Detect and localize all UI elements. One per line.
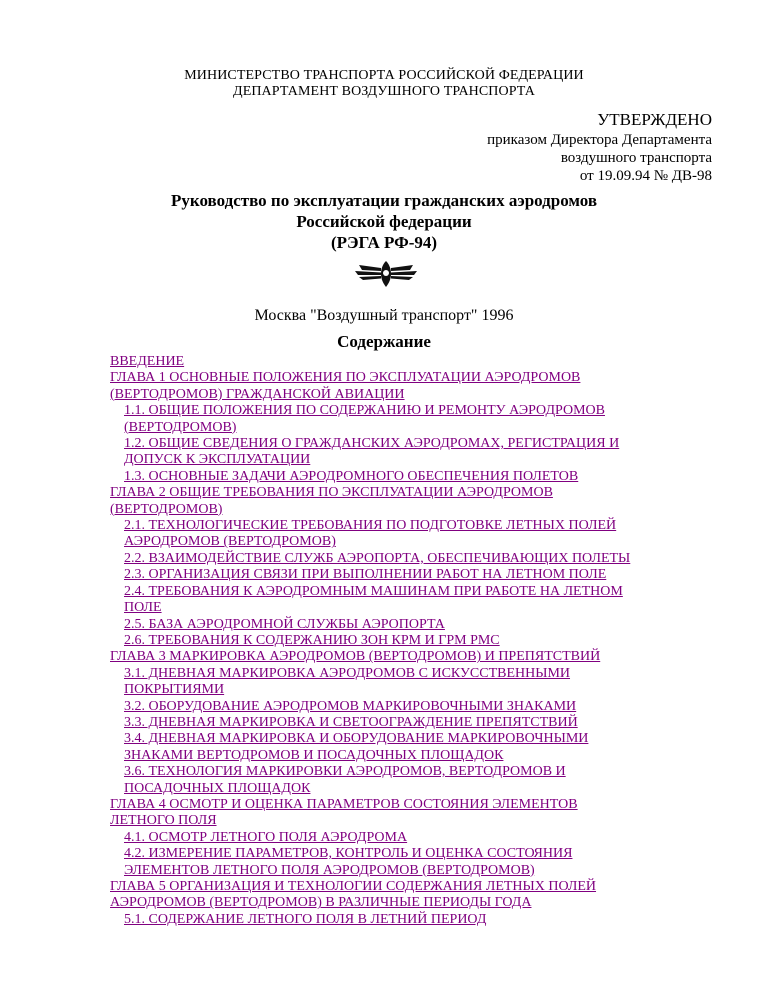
- toc-chapter-link[interactable]: ГЛАВА 1 ОСНОВНЫЕ ПОЛОЖЕНИЯ ПО ЭКСПЛУАТАЦИИ АЭРОДРОМОВ: [110, 370, 581, 386]
- title-line: (РЭГА РФ-94): [330, 233, 438, 252]
- toc-section-link[interactable]: 1.2. ОБЩИЕ СВЕДЕНИЯ О ГРАЖДАНСКИХ АЭРОДРОМАХ, РЕГИСТРАЦИЯ И: [124, 436, 620, 452]
- toc-section-link[interactable]: 2.4. ТРЕБОВАНИЯ К АЭРОДРОМНЫМ МАШИНАМ ПРИ РАБОТЕ НА ЛЕТНОМ: [124, 583, 623, 599]
- toc-section-link[interactable]: 5.1. СОДЕРЖАНИЕ ЛЕТНОГО ПОЛЯ В ЛЕТНИЙ ПЕРИОД: [124, 911, 487, 927]
- toc-section-link[interactable]: 1.3. ОСНОВНЫЕ ЗАДАЧИ АЭРОДРОМНОГО ОБЕСПЕЧЕНИЯ ПОЛЕТОВ: [124, 468, 579, 484]
- toc-section-link[interactable]: ЗНАКАМИ ВЕРТОДРОМОВ И ПОСАДОЧНЫХ ПЛОЩАДОК: [124, 747, 504, 763]
- toc-section-link[interactable]: 3.2. ОБОРУДОВАНИЕ АЭРОДРОМОВ МАРКИРОВОЧНЫМИ ЗНАКАМИ: [124, 698, 577, 714]
- toc-chapter-link[interactable]: ГЛАВА 5 ОРГАНИЗАЦИЯ И ТЕХНОЛОГИИ СОДЕРЖАНИЯ ЛЕТНЫХ ПОЛЕЙ: [110, 879, 597, 894]
- toc-section-link[interactable]: ПОСАДОЧНЫХ ПЛОЩАДОК: [124, 780, 311, 796]
- toc-heading: Содержание: [337, 332, 431, 351]
- toc-section-link[interactable]: 4.2. ИЗМЕРЕНИЕ ПАРАМЕТРОВ, КОНТРОЛЬ И ОЦЕНКА СОСТОЯНИЯ: [124, 846, 573, 862]
- toc-section-link[interactable]: 3.1. ДНЕВНАЯ МАРКИРОВКА АЭРОДРОМОВ С ИСКУССТВЕННЫМИ: [124, 665, 571, 681]
- toc-chapter-link[interactable]: ГЛАВА 2 ОБЩИЕ ТРЕБОВАНИЯ ПО ЭКСПЛУАТАЦИИ АЭРОДРОМОВ: [110, 485, 553, 501]
- toc-section-link[interactable]: ДОПУСК К ЭКСПЛУАТАЦИИ: [124, 452, 311, 468]
- toc-chapter-link[interactable]: ЛЕТНОГО ПОЛЯ: [110, 813, 217, 829]
- toc-section-link[interactable]: 2.6. ТРЕБОВАНИЯ К СОДЕРЖАНИЮ ЗОН КРМ И ГРМ РМС: [124, 632, 500, 648]
- toc-section-link[interactable]: 2.5. БАЗА АЭРОДРОМНОЙ СЛУЖБЫ АЭРОПОРТА: [124, 616, 445, 632]
- toc-section-link[interactable]: ПОЛЕ: [124, 600, 162, 616]
- approval-line: воздушного транспорта: [560, 150, 712, 166]
- approval-block: [487, 131, 712, 185]
- approval-title: УТВЕРЖДЕНО: [597, 110, 712, 129]
- document-title: [0, 190, 768, 253]
- approval-line: приказом Директора Департамента: [487, 132, 712, 148]
- toc-section-link[interactable]: 4.1. ОСМОТР ЛЕТНОГО ПОЛЯ АЭРОДРОМА: [124, 829, 408, 845]
- toc-chapter-link[interactable]: ГЛАВА 4 ОСМОТР И ОЦЕНКА ПАРАМЕТРОВ СОСТОЯНИЯ ЭЛЕМЕНТОВ: [110, 796, 578, 812]
- toc-section-link[interactable]: ЭЛЕМЕНТОВ ЛЕТНОГО ПОЛЯ АЭРОДРОМОВ (ВЕРТОДРОМОВ): [124, 862, 535, 878]
- toc-section-link[interactable]: 2.2. ВЗАИМОДЕЙСТВИЕ СЛУЖБ АЭРОПОРТА, ОБЕСПЕЧИВАЮЩИХ ПОЛЕТЫ: [124, 550, 631, 566]
- toc-chapter-link[interactable]: АЭРОДРОМОВ (ВЕРТОДРОМОВ) В РАЗЛИЧНЫЕ ПЕРИОДЫ ГОДА: [110, 895, 532, 911]
- department-name: ДЕПАРТАМЕНТ ВОЗДУШНОГО ТРАНСПОРТА: [233, 84, 535, 99]
- toc-section-link[interactable]: 3.6. ТЕХНОЛОГИЯ МАРКИРОВКИ АЭРОДРОМОВ, ВЕРТОДРОМОВ И: [124, 764, 566, 780]
- toc-section-link[interactable]: АЭРОДРОМОВ (ВЕРТОДРОМОВ): [124, 534, 336, 550]
- toc-section-link[interactable]: ПОКРЫТИЯМИ: [124, 682, 225, 698]
- toc-section-link[interactable]: 3.4. ДНЕВНАЯ МАРКИРОВКА И ОБОРУДОВАНИЕ МАРКИРОВОЧНЫМИ: [124, 731, 589, 747]
- toc-chapter-link[interactable]: (ВЕРТОДРОМОВ): [110, 501, 223, 517]
- toc-chapter-link[interactable]: (ВЕРТОДРОМОВ) ГРАЖДАНСКОЙ АВИАЦИИ: [110, 386, 405, 402]
- toc-section-link[interactable]: 2.3. ОРГАНИЗАЦИЯ СВЯЗИ ПРИ ВЫПОЛНЕНИИ РАБОТ НА ЛЕТНОМ ПОЛЕ: [124, 567, 607, 583]
- toc-section-link[interactable]: 2.1. ТЕХНОЛОГИЧЕСКИЕ ТРЕБОВАНИЯ ПО ПОДГОТОВКЕ ЛЕТНЫХ ПОЛЕЙ: [124, 518, 617, 534]
- title-line: Российской федерации: [296, 212, 472, 231]
- publisher-line: Москва "Воздушный транспорт" 1996: [254, 307, 514, 324]
- ministry-header: [0, 68, 768, 100]
- toc-section-link[interactable]: 3.3. ДНЕВНАЯ МАРКИРОВКА И СВЕТООГРАЖДЕНИЕ ПРЕПЯТСТВИЙ: [124, 714, 578, 730]
- toc-section-link[interactable]: (ВЕРТОДРОМОВ): [124, 419, 237, 435]
- approval-line: от 19.09.94 № ДВ-98: [579, 168, 712, 184]
- toc-section-link[interactable]: 1.1. ОБЩИЕ ПОЛОЖЕНИЯ ПО СОДЕРЖАНИЮ И РЕМОНТУ АЭРОДРОМОВ: [124, 403, 605, 419]
- table-of-contents: [110, 354, 710, 928]
- toc-chapter-link[interactable]: ГЛАВА 3 МАРКИРОВКА АЭРОДРОМОВ (ВЕРТОДРОМОВ) И ПРЕПЯТСТВИЙ: [110, 649, 601, 665]
- ministry-name: МИНИСТЕРСТВО ТРАНСПОРТА РОССИЙСКОЙ ФЕДЕРАЦИИ: [184, 68, 584, 83]
- toc-chapter-link[interactable]: ВВЕДЕНИЕ: [110, 354, 185, 369]
- winged-emblem-icon: [353, 259, 419, 289]
- title-line: Руководство по эксплуатации гражданских аэродромов: [170, 191, 598, 210]
